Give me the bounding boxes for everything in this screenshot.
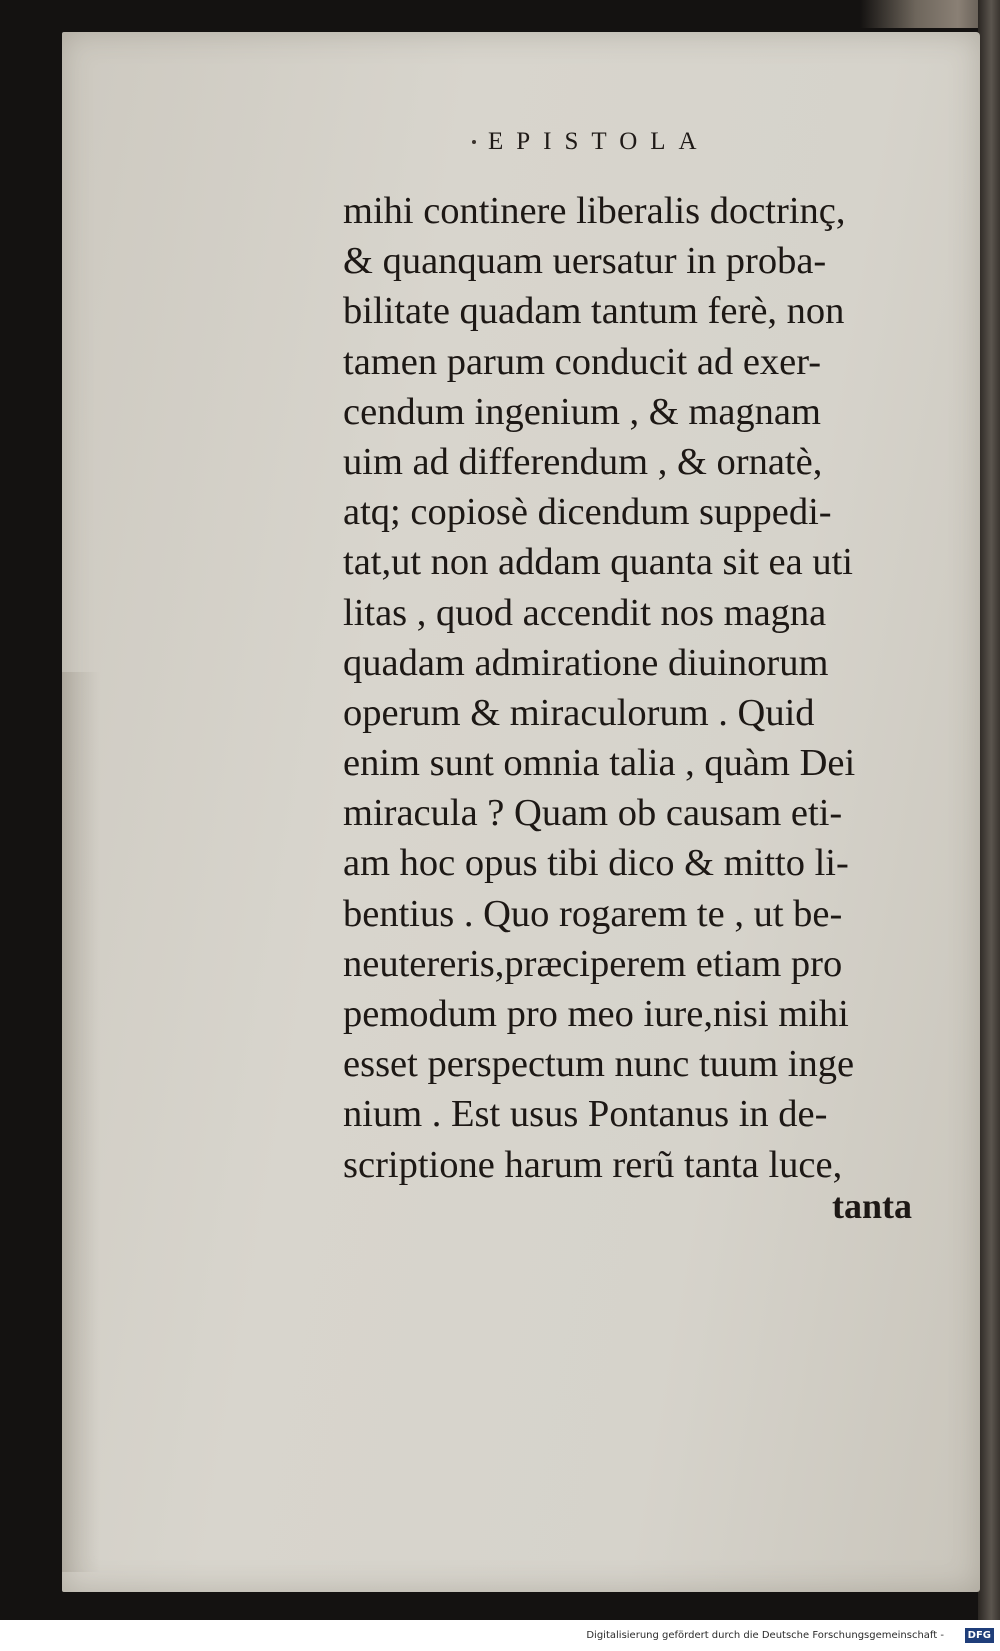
text-line: nium . Est usus Pontanus in de- bbox=[343, 1093, 828, 1136]
text-line: tat,ut non addam quanta sit ea uti bbox=[343, 541, 853, 584]
catchword: tanta bbox=[832, 1186, 912, 1226]
text-line: cendum ingenium , & magnam bbox=[343, 390, 821, 433]
text-line: tamen parum conducit ad exer- bbox=[343, 340, 822, 383]
text-line: esset perspectum nunc tuum inge bbox=[343, 1043, 855, 1086]
text-line: bilitate quadam tantum ferè, non bbox=[343, 290, 845, 333]
text-line: am hoc opus tibi dico & mitto li- bbox=[343, 842, 849, 885]
header-dot bbox=[472, 140, 476, 144]
text-line: mihi continere liberalis doctrinç, bbox=[343, 190, 846, 232]
text-line: enim sunt omnia talia , quàm Dei bbox=[343, 742, 856, 785]
running-title: EPISTOLA bbox=[488, 128, 710, 155]
text-line: atq; copiosè dicendum suppedi- bbox=[343, 491, 832, 534]
text-line: neutereris,præciperem etiam pro bbox=[343, 942, 843, 985]
text-line: litas , quod accendit nos magna bbox=[343, 591, 827, 634]
text-line: bentius . Quo rogarem te , ut be- bbox=[343, 892, 843, 935]
text-line: & quanquam uersatur in proba- bbox=[343, 240, 827, 283]
text-line: operum & miraculorum . Quid bbox=[343, 691, 815, 734]
text-line: uim ad differendum , & ornatè, bbox=[343, 440, 823, 483]
body-text bbox=[343, 186, 983, 1190]
text-line: scriptione harum rerũ tanta luce, bbox=[343, 1143, 843, 1186]
text-line: pemodum pro meo iure,nisi mihi bbox=[343, 993, 849, 1035]
text-line: quadam admiratione diuinorum bbox=[343, 641, 829, 684]
funding-credit: Digitalisierung gefördert durch die Deutsche Forschungsgemeinschaft - bbox=[586, 1630, 944, 1641]
dfg-logo: DFG bbox=[965, 1628, 994, 1643]
page-stain bbox=[62, 672, 100, 1572]
text-line: miracula ? Quam ob causam eti- bbox=[343, 792, 843, 835]
